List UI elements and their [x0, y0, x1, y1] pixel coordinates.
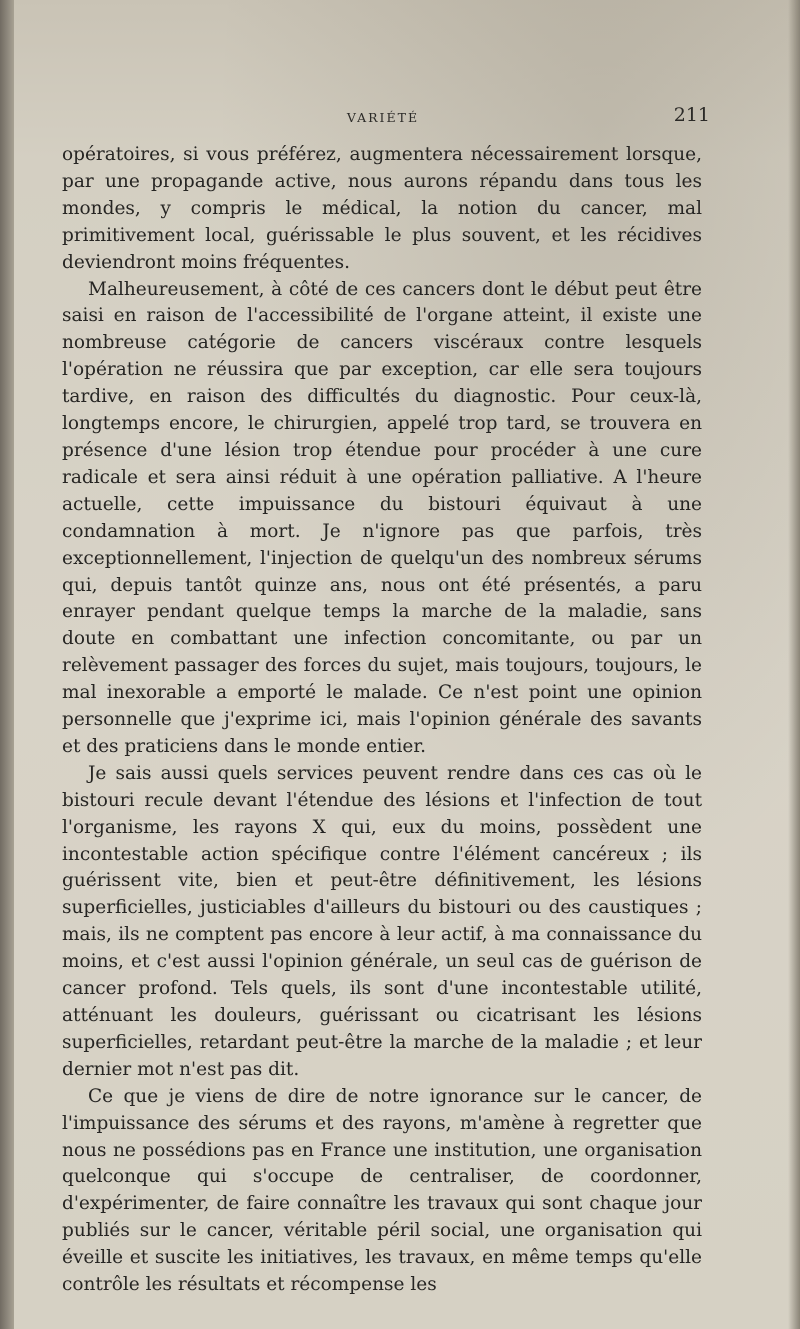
running-head: VARIÉTÉ [346, 110, 420, 125]
paragraph: Ce que je viens de dire de notre ignorance sur le cancer, de l'impuissance des sérums et des rayons, m'amène à regretter que nous ne possédions pas en France une institution, une organisation quelconque qui s'occupe de centraliser, de coordonner, d'expérimenter, de faire connaître les travaux qui sont chaque jour publiés sur le cancer, véritable péril social, une organisation qui éveille et suscite les initiatives, les travaux, en même temps qu'elle contrôle les résultats et récompense les [62, 1085, 702, 1296]
page-number: 211 [673, 104, 710, 126]
paragraph-continuation: opératoires, si vous préférez, augmentera nécessairement lorsque, par une propagande active, nous aurons répandu dans tous les mondes, y compris le médical, la notion du cancer, mal primitivement local, guérissable le plus souvent, et les récidives deviendront moins fréquentes. [62, 144, 702, 273]
paragraph: Malheureusement, à côté de ces cancers dont le début peut être saisi en raison de l'accessibilité de l'organe atteint, il existe une nombreuse catégorie de cancers viscéraux contre lesquels l'opération ne réussira que par exception, car elle sera toujours tardive, en raison des difficultés du diagnostic. Pour ceux-là, longtemps encore, le chirurgien, appelé trop tard, se trouvera en présence d'une lésion trop étendue pour procéder à une cure radicale et sera ainsi réduit à une opération palliative. A l'heure actuelle, cette impuissance du bistouri équivaut à une condamnation à mort. Je n'ignore pas que parfois, très exceptionnellement, l'injection de quelqu'un des nombreux sérums qui, depuis tantôt quinze ans, nous ont été présentés, a paru enrayer pendant quelque temps la marche de la maladie, sans doute en combattant une infection concomitante, ou par un relèvement passager des forces du sujet, mais toujours, toujours, le mal inexorable a emporté le malade. Ce n'est point une opinion personnelle que j'exprime ici, mais l'opinion générale des savants et des praticiens dans le monde entier. [62, 278, 702, 757]
page-header [56, 104, 710, 134]
right-margin-shadow [788, 0, 800, 1329]
paragraph: Je sais aussi quels services peuvent rendre dans ces cas où le bistouri recule devant l'étendue des lésions et l'infection de tout l'organisme, les rayons X qui, eux du moins, possèdent une incontestable action spécifique contre l'élément cancéreux ; ils guérissent vite, bien et peut-être définitivement, les lésions superficielles, justiciables d'ailleurs du bistouri ou des caustiques ; mais, ils ne comptent pas encore à leur actif, à ma connaissance du moins, et c'est aussi l'opinion générale, un seul cas de guérison de cancer profond. Tels quels, ils sont d'une incontestable utilité, atténuant les douleurs, guérissant ou cicatrisant les lésions superficielles, retardant peut-être la marche de la maladie ; et leur dernier mot n'est pas dit. [62, 762, 702, 1080]
body-text [62, 142, 702, 1299]
left-margin-shadow [0, 0, 14, 1329]
